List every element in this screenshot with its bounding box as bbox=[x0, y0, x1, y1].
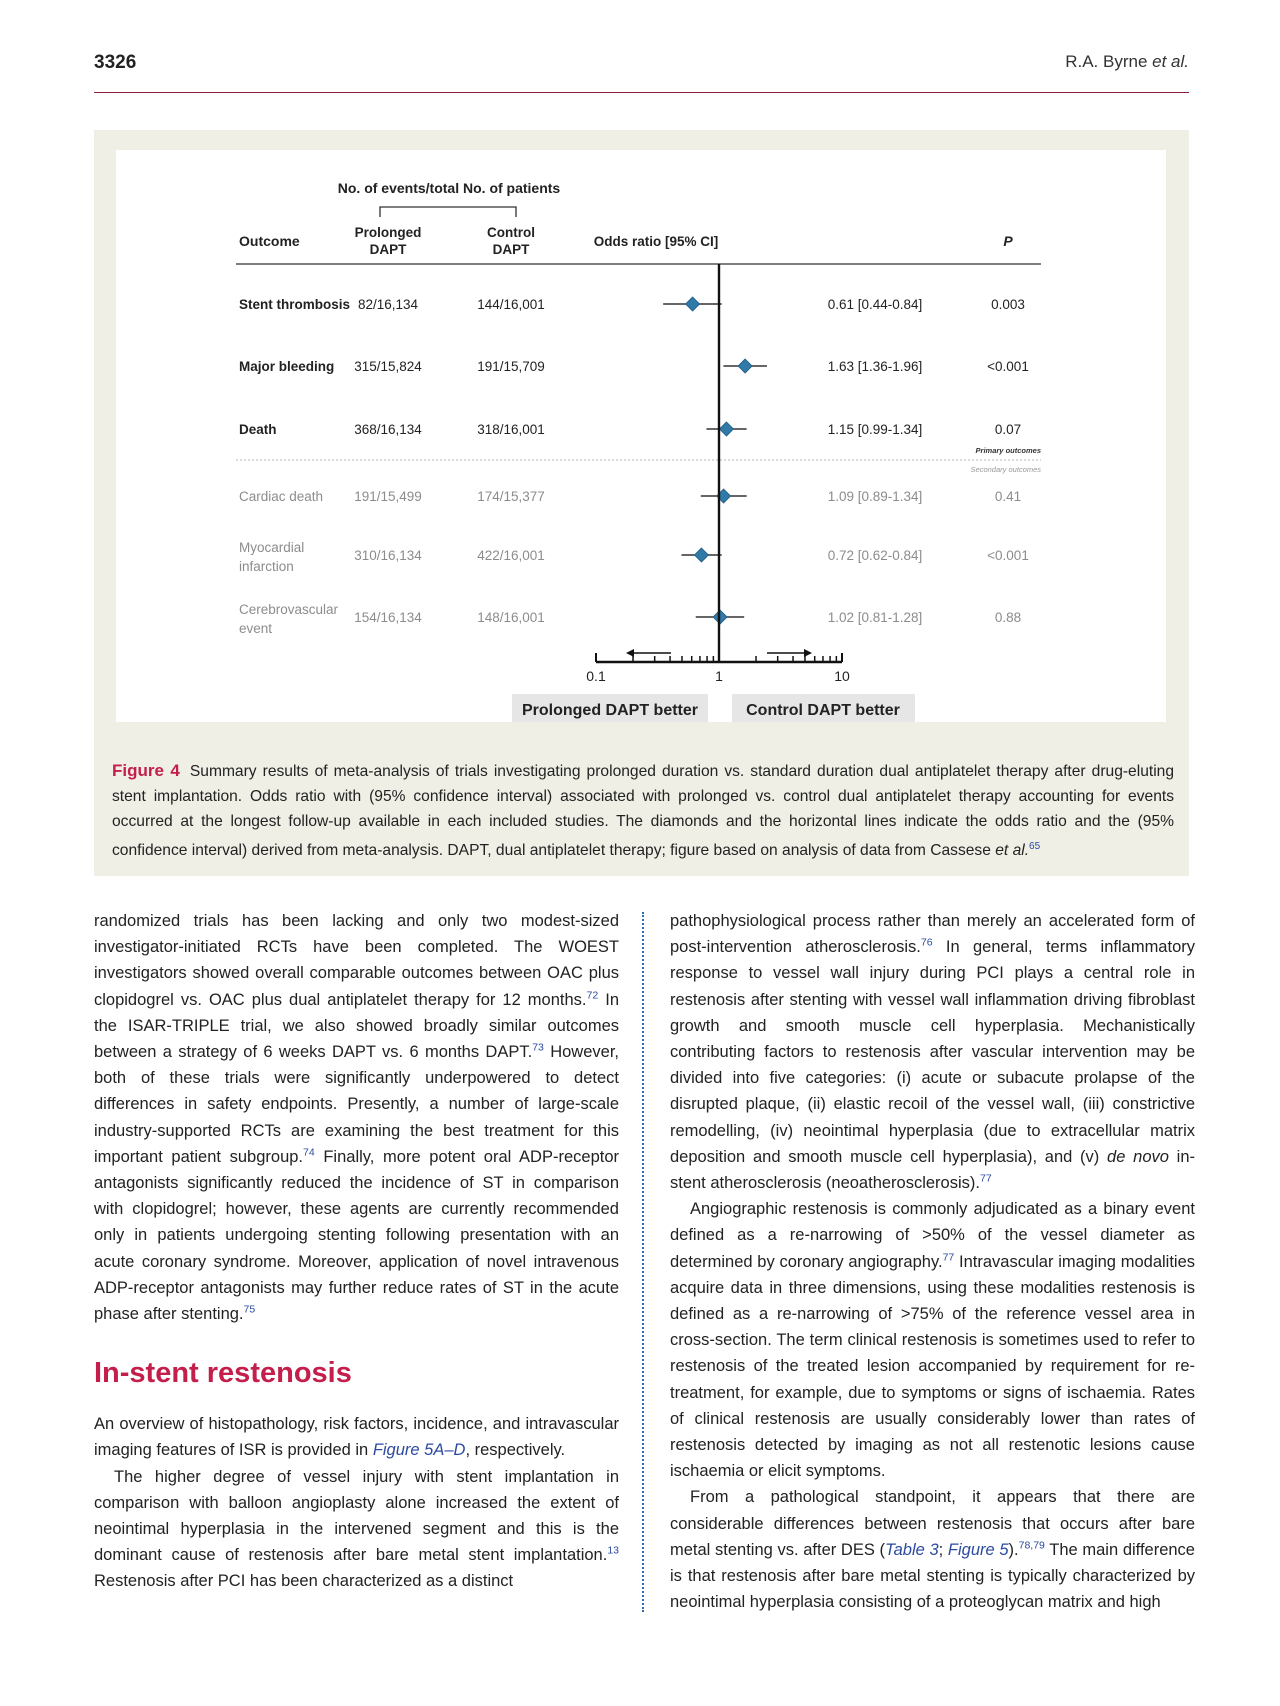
table-reference-link[interactable]: Table 3 bbox=[885, 1540, 939, 1559]
prolonged-events: 82/16,134 bbox=[357, 297, 419, 312]
left-column bbox=[94, 908, 619, 1595]
reference: 75 bbox=[243, 1303, 256, 1316]
paragraph bbox=[94, 908, 619, 1327]
outcome-label: Cardiac death bbox=[239, 489, 324, 504]
figure-caption bbox=[112, 758, 1174, 863]
p-value: 0.41 bbox=[994, 489, 1022, 504]
x-tick-label: 10 bbox=[834, 668, 850, 684]
text: ; bbox=[938, 1540, 948, 1559]
text: ). bbox=[1008, 1540, 1019, 1559]
figure-4 bbox=[94, 130, 1189, 876]
outcome-label: Stent thrombosis bbox=[239, 297, 351, 312]
p-value: <0.001 bbox=[987, 548, 1029, 563]
prolonged-events: 368/16,134 bbox=[354, 422, 422, 437]
reference: 78,79 bbox=[1018, 1539, 1045, 1552]
forest-plot bbox=[116, 150, 1166, 722]
secondary-outcomes-label: Secondary outcomes bbox=[970, 465, 1041, 474]
text: Angiographic restenosis is commonly adjudicated as a binary event defined as a re-narrowing of >50% of the vessel diameter as determined by coronary angiography. bbox=[670, 1200, 1195, 1271]
reference: 13 bbox=[607, 1544, 619, 1557]
text: However, both of these trials were significantly underpowered to detect differences in safety endpoints. Presently, a number of large-scale industry-supported RCTs are examining the best treatment for this important patient subgroup. bbox=[94, 1043, 619, 1166]
odds-ratio-value: 0.72 [0.62-0.84] bbox=[827, 548, 923, 563]
control-events: 318/16,001 bbox=[477, 422, 545, 437]
text: Restenosis after PCI has been characterized as a distinct bbox=[94, 1572, 514, 1591]
prolonged-events: 310/16,134 bbox=[354, 548, 422, 563]
prolonged-events: 154/16,134 bbox=[354, 610, 422, 625]
x-tick-label: 0.1 bbox=[586, 668, 606, 684]
control-events: 191/15,709 bbox=[477, 359, 545, 374]
left-favor-label: Prolonged DAPT better bbox=[521, 702, 699, 719]
figure-reference-link[interactable]: Figure 5A–D bbox=[372, 1441, 466, 1460]
primary-outcomes-label: Primary outcomes bbox=[975, 446, 1041, 455]
paragraph bbox=[94, 1464, 619, 1595]
text: in-stent atherosclerosis (neoatherosclerosis). bbox=[670, 1147, 1195, 1193]
running-head-etal: et al. bbox=[1152, 52, 1189, 71]
right-favor-label: Control DAPT better bbox=[746, 702, 900, 719]
reference: 76 bbox=[920, 936, 933, 949]
text: In the ISAR-TRIPLE trial, we also showed broadly similar outcomes between a strategy of 6 weeks DAPT vs. 6 months DAPT. bbox=[94, 990, 619, 1062]
p-value: <0.001 bbox=[987, 359, 1029, 374]
odds-ratio-value: 1.02 [0.81-1.28] bbox=[827, 610, 923, 625]
right-column bbox=[670, 908, 1195, 1615]
x-tick-label: 1 bbox=[715, 668, 723, 684]
caption-text: Summary results of meta-analysis of trials investigating prolonged duration vs. standard duration dual antiplatelet therapy after drug-eluting stent implantation. Odds ratio with (95% confidence interval) associated with prolonged vs. control dual antiplatelet therapy accounting for events occurred at the longest follow-up available in each included studies. The diamonds and the horizontal lines indicate the odds ratio and the (95% confidence interval) derived from meta-analysis. DAPT, dual antiplatelet therapy; figure based on analysis of data from Cassese bbox=[112, 763, 1175, 860]
outcome-label: Major bleeding bbox=[239, 359, 335, 374]
odds-ratio-diamond bbox=[694, 548, 708, 562]
figure-reference-link[interactable]: Figure 5 bbox=[947, 1540, 1009, 1559]
caption-etal: et al. bbox=[995, 842, 1030, 860]
header-bracket bbox=[380, 207, 516, 217]
text: Finally, more potent oral ADP-receptor antagonists significantly reduced the incidence of ST in comparison with clopidogrel; however, these agents are currently recommended only in patients undergoing stenting following presentation with an acute coronary syndrome. Moreover, application of novel intravenous ADP-receptor antagonists may further reduce rates of ST in the acute phase after stenting. bbox=[94, 1147, 619, 1324]
odds-ratio-value: 1.63 [1.36-1.96] bbox=[827, 359, 923, 374]
text: An overview of histopathology, risk factors, incidence, and intravascular imaging features of ISR is provided in bbox=[94, 1415, 619, 1460]
running-head-authors: R.A. Byrne bbox=[1065, 52, 1153, 71]
outcome-label: infarction bbox=[239, 559, 294, 574]
outcome-label: Cerebrovascular bbox=[239, 602, 339, 617]
text: From a pathological standpoint, it appears that there are considerable differences between restenosis that occurs after bare metal stenting vs. after DES ( bbox=[670, 1488, 1195, 1559]
p-column-header: P bbox=[1003, 233, 1013, 249]
page-header bbox=[94, 52, 1189, 93]
reference: 72 bbox=[586, 989, 599, 1002]
paragraph bbox=[670, 1484, 1195, 1615]
figure-label: Figure 4 bbox=[112, 761, 180, 780]
outcome-column-header: Outcome bbox=[239, 233, 300, 249]
odds-ratio-value: 1.09 [0.89-1.34] bbox=[827, 489, 923, 504]
paragraph bbox=[670, 1196, 1195, 1484]
odds-ratio-value: 0.61 [0.44-0.84] bbox=[827, 297, 923, 312]
odds-ratio-diamond bbox=[738, 359, 752, 373]
text: , respectively. bbox=[465, 1441, 566, 1460]
forest-plot-panel bbox=[116, 150, 1166, 722]
p-value: 0.003 bbox=[991, 297, 1025, 312]
text-italic: de novo bbox=[1107, 1147, 1169, 1166]
prolonged-column-header: DAPT bbox=[369, 242, 407, 257]
control-events: 174/15,377 bbox=[477, 489, 545, 504]
control-events: 148/16,001 bbox=[477, 610, 545, 625]
control-column-header: Control bbox=[487, 225, 535, 240]
p-value: 0.88 bbox=[994, 610, 1022, 625]
odds-ratio-column-header: Odds ratio [95% CI] bbox=[593, 234, 719, 249]
reference: 77 bbox=[942, 1251, 955, 1264]
reference: 73 bbox=[532, 1041, 544, 1054]
text: Intravascular imaging modalities acquire data in three dimensions, using these modalities restenosis is defined as a re-narrowing of >75% of the reference vessel area in cross-section. The term clinical restenosis is sometimes used to refer to restenosis of the treated lesion accompanied by requirement for re-treatment, for example, due to symptoms or signs of ischaemia. Rates of clinical restenosis are usually considerably lower than rates of restenosis detected by imaging as not all restenotic lesions cause ischaemia or elicit symptoms. bbox=[670, 1252, 1195, 1481]
control-column-header: DAPT bbox=[492, 242, 530, 257]
page-number: 3326 bbox=[94, 52, 137, 73]
paragraph bbox=[94, 1411, 619, 1463]
column-divider bbox=[642, 912, 644, 1612]
outcome-label: Death bbox=[239, 422, 277, 437]
text: The main difference is that restenosis after bare metal stenting is typically characterized by neointimal hyperplasia consisting of a proteoglycan matrix and high bbox=[670, 1540, 1195, 1612]
text: randomized trials has been lacking and only two modest-sized investigator-initiated RCTs have been completed. The WOEST investigators showed overall comparable outcomes between OAC plus clopidogrel vs. OAC plus dual antiplatelet therapy for 12 months. bbox=[94, 912, 619, 1009]
paragraph bbox=[670, 908, 1195, 1196]
text: pathophysiological process rather than merely an accelerated form of post-intervention atherosclerosis. bbox=[670, 912, 1195, 957]
running-head bbox=[1065, 52, 1189, 72]
prolonged-events: 315/15,824 bbox=[354, 359, 422, 374]
p-value: 0.07 bbox=[994, 422, 1022, 437]
control-events: 422/16,001 bbox=[477, 548, 545, 563]
chart-title: No. of events/total No. of patients bbox=[337, 180, 561, 196]
section-title: In-stent restenosis bbox=[94, 1357, 352, 1390]
odds-ratio-diamond bbox=[686, 297, 700, 311]
reference: 77 bbox=[979, 1172, 992, 1185]
control-events: 144/16,001 bbox=[477, 297, 545, 312]
odds-ratio-diamond bbox=[719, 422, 733, 436]
outcome-label: event bbox=[239, 621, 273, 636]
caption-ref: 65 bbox=[1029, 841, 1041, 852]
right-arrowhead bbox=[804, 649, 812, 657]
left-arrowhead bbox=[626, 649, 634, 657]
odds-ratio-value: 1.15 [0.99-1.34] bbox=[827, 422, 923, 437]
outcome-label: Myocardial bbox=[239, 540, 305, 555]
text: The higher degree of vessel injury with stent implantation in comparison with balloon angioplasty alone increased the extent of neointimal hyperplasia in the intervened segment and this is the dominant cause of restenosis after bare metal stent implantation. bbox=[94, 1467, 619, 1565]
prolonged-column-header: Prolonged bbox=[354, 225, 422, 240]
reference: 74 bbox=[303, 1146, 315, 1159]
text: In general, terms inflammatory response to vessel wall injury during PCI plays a central role in restenosis after stenting with vessel wall inflammation driving fibroblast growth and smooth muscle cell hyperplasia. Mechanistically contributing factors to restenosis after vascular intervention may be divided into five categories: (i) acute or subacute prolapse of the disrupted plaque, (ii) elastic recoil of the vessel wall, (iii) constrictive remodelling, (iv) neointimal hyperplasia (due to extracellular matrix deposition and smooth muscle cell hyperplasia), and (v) bbox=[670, 938, 1195, 1166]
prolonged-events: 191/15,499 bbox=[354, 489, 422, 504]
